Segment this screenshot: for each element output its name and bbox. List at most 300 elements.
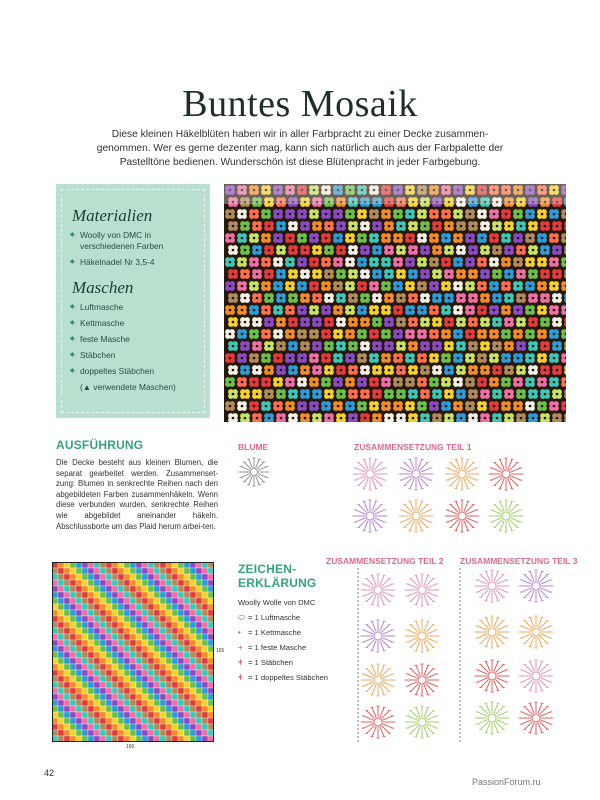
chart-cell bbox=[82, 580, 88, 586]
photo-flower bbox=[537, 257, 547, 267]
photo-flower bbox=[552, 317, 562, 327]
chart-cell bbox=[118, 628, 124, 634]
chart-cell bbox=[112, 646, 118, 652]
chart-cell bbox=[70, 652, 76, 658]
chart-cell bbox=[88, 574, 94, 580]
photo-flower bbox=[465, 257, 475, 267]
photo-flower bbox=[312, 221, 322, 231]
photo-flower bbox=[261, 377, 271, 387]
chart-cell bbox=[94, 610, 100, 616]
photo-flower bbox=[477, 377, 487, 387]
chart-cell bbox=[112, 586, 118, 592]
photo-flower bbox=[477, 281, 487, 291]
photo-flower bbox=[432, 341, 442, 351]
photo-flower bbox=[492, 365, 502, 375]
chart-cell bbox=[82, 622, 88, 628]
chart-cell bbox=[154, 700, 160, 706]
intro-text: Diese kleinen Häkelblüten haben wir in aller Farbpracht zu einer Decke zusammen-genommen. Wer es gerne dezenter mag, kann sich natürlich auch aus der Farbpalette der Pastelltöne bedienen. Wunderschön ist diese Blütenpracht in jeder Farbgebung. bbox=[96, 129, 504, 168]
photo-flower bbox=[309, 305, 319, 315]
photo-flower bbox=[252, 269, 262, 279]
chart-cell bbox=[160, 658, 166, 664]
photo-flower bbox=[237, 233, 247, 243]
chart-cell bbox=[148, 592, 154, 598]
chart-cell bbox=[130, 580, 136, 586]
photo-flower bbox=[417, 281, 427, 291]
photo-flower bbox=[381, 281, 391, 291]
photo-flower bbox=[408, 317, 418, 327]
legend-heading-line1: ZEICHEN- bbox=[238, 562, 297, 576]
chart-cell bbox=[82, 670, 88, 676]
photo-flower bbox=[540, 341, 550, 351]
diagram-flower bbox=[405, 664, 440, 696]
photo-flower bbox=[264, 245, 274, 255]
chart-cell bbox=[142, 712, 148, 718]
photo-flower bbox=[324, 413, 334, 422]
chart-cell bbox=[160, 724, 166, 730]
chart-cell bbox=[142, 646, 148, 652]
chart-cell bbox=[118, 670, 124, 676]
chart-cell bbox=[202, 616, 208, 622]
photo-flower bbox=[225, 305, 235, 315]
photo-flower bbox=[480, 293, 490, 303]
chart-cell bbox=[118, 646, 124, 652]
photo-flower bbox=[276, 317, 286, 327]
photo-flower bbox=[405, 305, 415, 315]
chart-cell bbox=[112, 622, 118, 628]
chart-cell bbox=[130, 724, 136, 730]
chart-cell bbox=[58, 622, 64, 628]
photo-flower bbox=[408, 245, 418, 255]
chart-cell bbox=[112, 658, 118, 664]
chart-cell bbox=[70, 574, 76, 580]
chart-cell bbox=[112, 628, 118, 634]
photo-flower bbox=[276, 413, 286, 422]
photo-flower bbox=[489, 401, 499, 411]
chart-cell bbox=[172, 730, 178, 736]
chart-cell bbox=[58, 568, 64, 574]
chart-cell bbox=[70, 628, 76, 634]
photo-flower bbox=[285, 257, 295, 267]
photo-flower bbox=[513, 401, 523, 411]
chart-cell bbox=[154, 682, 160, 688]
chart-cell bbox=[64, 622, 70, 628]
chart-cell bbox=[58, 718, 64, 724]
photo-flower bbox=[333, 305, 343, 315]
photo-flower bbox=[369, 233, 379, 243]
chart-cell bbox=[166, 574, 172, 580]
chart-cell bbox=[100, 640, 106, 646]
chart-cell bbox=[160, 634, 166, 640]
photo-flower bbox=[405, 209, 415, 219]
chart-cell bbox=[154, 634, 160, 640]
photo-flower bbox=[357, 233, 367, 243]
chart-cell bbox=[160, 676, 166, 682]
chart-cell bbox=[88, 688, 94, 694]
chart-cell bbox=[88, 664, 94, 670]
chart-cell bbox=[178, 718, 184, 724]
chart-cell bbox=[172, 640, 178, 646]
chart-cell bbox=[64, 724, 70, 730]
chart-cell bbox=[184, 658, 190, 664]
chart-cell bbox=[136, 712, 142, 718]
chart-cell bbox=[112, 634, 118, 640]
chart-cell bbox=[100, 634, 106, 640]
chart-cell bbox=[70, 634, 76, 640]
chart-cell bbox=[100, 604, 106, 610]
photo-flower bbox=[540, 245, 550, 255]
chart-cell bbox=[148, 706, 154, 712]
chart-cell bbox=[166, 604, 172, 610]
chart-cell bbox=[136, 664, 142, 670]
photo-flower bbox=[396, 317, 406, 327]
chart-cell bbox=[112, 652, 118, 658]
chart-cell bbox=[94, 634, 100, 640]
chart-cell bbox=[142, 724, 148, 730]
blume-heading: BLUME bbox=[238, 442, 269, 452]
chart-cell bbox=[76, 670, 82, 676]
materials-item: ◆ Woolly von DMC in verschiedenen Farben bbox=[70, 230, 198, 252]
chart-cell bbox=[136, 628, 142, 634]
photo-flower bbox=[504, 365, 514, 375]
chart-cell bbox=[190, 622, 196, 628]
chart-cell bbox=[136, 604, 142, 610]
chart-cell bbox=[166, 664, 172, 670]
chart-cell bbox=[76, 616, 82, 622]
chart-cell bbox=[58, 694, 64, 700]
photo-flower bbox=[516, 245, 526, 255]
photo-flower bbox=[369, 209, 379, 219]
chart-width-label: 160 bbox=[126, 744, 135, 750]
chart-cell bbox=[130, 610, 136, 616]
chart-cell bbox=[166, 622, 172, 628]
photo-flower bbox=[441, 353, 451, 363]
chart-cell bbox=[70, 622, 76, 628]
photo-flower bbox=[525, 233, 535, 243]
photo-flower bbox=[417, 377, 427, 387]
photo-flower bbox=[357, 377, 367, 387]
photo-flower bbox=[432, 245, 442, 255]
diagram-flower bbox=[239, 458, 270, 486]
chart-cell bbox=[82, 628, 88, 634]
page-number: 42 bbox=[44, 768, 55, 778]
chart-cell bbox=[70, 682, 76, 688]
chart-cell bbox=[100, 616, 106, 622]
photo-flower bbox=[396, 221, 406, 231]
photo-flower bbox=[321, 353, 331, 363]
photo-flower bbox=[417, 353, 427, 363]
photo-flower bbox=[309, 209, 319, 219]
chart-cell bbox=[136, 670, 142, 676]
chart-cell bbox=[154, 640, 160, 646]
photo-flower bbox=[312, 413, 322, 422]
photo-flower bbox=[552, 269, 562, 279]
chart-cell bbox=[94, 718, 100, 724]
chart-cell bbox=[118, 682, 124, 688]
diagram-flower bbox=[489, 500, 524, 532]
chart-cell bbox=[118, 712, 124, 718]
chart-cell bbox=[142, 640, 148, 646]
photo-flower bbox=[477, 209, 487, 219]
chart-cell bbox=[70, 676, 76, 682]
chart-cell bbox=[130, 622, 136, 628]
legend-item: + = 1 feste Masche bbox=[238, 640, 328, 655]
chart-cell bbox=[184, 652, 190, 658]
photo-flower bbox=[480, 317, 490, 327]
chart-cell bbox=[70, 706, 76, 712]
photo-flower bbox=[300, 293, 310, 303]
chart-cell bbox=[160, 616, 166, 622]
chart-cell bbox=[160, 706, 166, 712]
diagram-flower bbox=[475, 570, 510, 602]
photo-flower bbox=[552, 389, 562, 399]
chart-cell bbox=[88, 592, 94, 598]
photo-flower bbox=[552, 221, 562, 231]
photo-flower bbox=[513, 377, 523, 387]
photo-flower bbox=[492, 269, 502, 279]
diagram-flower bbox=[361, 620, 396, 652]
photo-flower bbox=[261, 353, 271, 363]
chart-cell bbox=[64, 646, 70, 652]
chart-cell bbox=[202, 634, 208, 640]
chart-cell bbox=[190, 610, 196, 616]
chart-cell bbox=[106, 718, 112, 724]
chart-cell bbox=[88, 670, 94, 676]
chart-cell bbox=[196, 694, 202, 700]
chart-cell bbox=[148, 676, 154, 682]
photo-flower bbox=[429, 257, 439, 267]
photo-flower bbox=[276, 389, 286, 399]
chart-cell bbox=[184, 664, 190, 670]
photo-flower bbox=[420, 317, 430, 327]
photo-flower bbox=[489, 329, 499, 339]
chart-cell bbox=[76, 568, 82, 574]
chart-cell bbox=[172, 694, 178, 700]
chart-cell bbox=[88, 706, 94, 712]
photo-flower bbox=[468, 317, 478, 327]
chart-cell bbox=[154, 580, 160, 586]
photo-flower bbox=[264, 293, 274, 303]
chart-cell bbox=[88, 712, 94, 718]
photo-flower bbox=[273, 329, 283, 339]
photo-flower bbox=[324, 269, 334, 279]
photo-flower bbox=[228, 341, 238, 351]
photo-flower bbox=[537, 353, 547, 363]
chart-cell bbox=[118, 730, 124, 736]
photo-flower bbox=[261, 305, 271, 315]
chart-cell bbox=[148, 628, 154, 634]
chart-cell bbox=[160, 574, 166, 580]
photo-flower bbox=[420, 413, 430, 422]
diagram-flower bbox=[475, 660, 510, 692]
chart-cell bbox=[64, 652, 70, 658]
photo-flower bbox=[525, 305, 535, 315]
chart-cell bbox=[64, 664, 70, 670]
single-crochet-icon: + bbox=[238, 643, 243, 652]
photo-flower bbox=[540, 221, 550, 231]
photo-flower bbox=[372, 341, 382, 351]
chart-cell bbox=[178, 688, 184, 694]
chart-cell bbox=[100, 682, 106, 688]
photo-flower bbox=[513, 353, 523, 363]
chart-cell bbox=[142, 610, 148, 616]
materials-item: ◆ Häkelnadel Nr 3,5-4 bbox=[70, 257, 198, 268]
chart-cell bbox=[184, 610, 190, 616]
photo-flower bbox=[300, 221, 310, 231]
chart-cell bbox=[82, 652, 88, 658]
chart-cell bbox=[160, 610, 166, 616]
chart-cell bbox=[178, 640, 184, 646]
chart-cell bbox=[64, 598, 70, 604]
photo-flower bbox=[348, 389, 358, 399]
photo-flower bbox=[336, 413, 346, 422]
chart-cell bbox=[82, 568, 88, 574]
chart-cell bbox=[184, 694, 190, 700]
chart-cell bbox=[58, 640, 64, 646]
photo-flower bbox=[420, 365, 430, 375]
chart-cell bbox=[112, 568, 118, 574]
chart-cell bbox=[196, 580, 202, 586]
diagram-flower bbox=[519, 702, 554, 734]
chart-cell bbox=[130, 568, 136, 574]
photo-flower bbox=[324, 245, 334, 255]
photo-flower bbox=[444, 365, 454, 375]
chart-cell bbox=[64, 568, 70, 574]
photo-flower bbox=[420, 389, 430, 399]
legend-item: ǂ = 1 Stäbchen bbox=[238, 655, 328, 670]
photo-flower bbox=[432, 317, 442, 327]
chart-cell bbox=[202, 664, 208, 670]
chart-cell bbox=[64, 586, 70, 592]
chart-cell bbox=[124, 568, 130, 574]
chart-cell bbox=[130, 652, 136, 658]
chart-cell bbox=[94, 580, 100, 586]
photo-flower bbox=[285, 305, 295, 315]
chart-cell bbox=[100, 574, 106, 580]
chart-cell bbox=[142, 718, 148, 724]
photo-flower bbox=[333, 401, 343, 411]
photo-flower bbox=[228, 221, 238, 231]
photo-flower bbox=[312, 245, 322, 255]
photo-flower bbox=[333, 209, 343, 219]
chart-cell bbox=[202, 652, 208, 658]
diagram-flower bbox=[519, 660, 554, 692]
ausfuehrung-text: Die Decke besteht aus kleinen Blumen, die separat gearbeitet werden. Zusammenset-zung: Blumen in senkrechte Reihen nach den abgebildeten Farben zusammenhäkeln. Wenn diese verbunden wurden, senkrechte Reihen wie abgebildet aneinander häkeln. Abschlussborte um das Plaid herum arbei-ten. bbox=[56, 458, 218, 531]
photo-flower bbox=[384, 269, 394, 279]
chart-cell bbox=[88, 628, 94, 634]
chart-cell bbox=[142, 628, 148, 634]
chart-cell bbox=[184, 568, 190, 574]
ausfuehrung-heading: AUSFÜHRUNG bbox=[56, 438, 144, 452]
photo-flower bbox=[537, 329, 547, 339]
diagram-flower bbox=[519, 616, 554, 648]
photo-flower bbox=[432, 413, 442, 422]
chart-cell bbox=[154, 676, 160, 682]
photo-flower bbox=[228, 365, 238, 375]
chart-cell bbox=[70, 688, 76, 694]
chart-cell bbox=[118, 694, 124, 700]
photo-flower bbox=[525, 257, 535, 267]
chart-cell bbox=[82, 676, 88, 682]
chart-cell bbox=[136, 706, 142, 712]
photo-flower bbox=[324, 221, 334, 231]
photo-flower bbox=[309, 329, 319, 339]
chart-cell bbox=[124, 646, 130, 652]
chart-cell bbox=[190, 688, 196, 694]
photo-flower bbox=[444, 413, 454, 422]
photo-flower bbox=[501, 329, 511, 339]
photo-flower bbox=[504, 221, 514, 231]
chart-cell bbox=[76, 676, 82, 682]
chart-cell bbox=[112, 598, 118, 604]
photo-flower bbox=[309, 353, 319, 363]
chart-cell bbox=[88, 604, 94, 610]
chart-cell bbox=[106, 646, 112, 652]
chart-cell bbox=[64, 718, 70, 724]
photo-flower bbox=[429, 329, 439, 339]
photo-flower bbox=[504, 245, 514, 255]
photo-flower bbox=[249, 353, 259, 363]
photo-flower bbox=[261, 281, 271, 291]
diagram-flower bbox=[353, 500, 388, 532]
chart-cell bbox=[88, 682, 94, 688]
photo-flower bbox=[348, 293, 358, 303]
photo-flower bbox=[237, 305, 247, 315]
chart-cell bbox=[172, 682, 178, 688]
chart-cell bbox=[196, 640, 202, 646]
chart-cell bbox=[136, 622, 142, 628]
chart-cell bbox=[82, 658, 88, 664]
chart-cell bbox=[118, 640, 124, 646]
photo-flower bbox=[429, 353, 439, 363]
photo-flower bbox=[360, 413, 370, 422]
photo-flower bbox=[249, 305, 259, 315]
chart-cell bbox=[82, 634, 88, 640]
photo-flower bbox=[513, 305, 523, 315]
chart-cell bbox=[184, 718, 190, 724]
chart-cell bbox=[196, 658, 202, 664]
photo-flower bbox=[360, 269, 370, 279]
chart-cell bbox=[202, 682, 208, 688]
photo-flower bbox=[537, 305, 547, 315]
photo-flower bbox=[357, 305, 367, 315]
photo-flower bbox=[324, 365, 334, 375]
chart-cell bbox=[136, 646, 142, 652]
photo-flower bbox=[345, 281, 355, 291]
chart-cell bbox=[70, 604, 76, 610]
photo-flower bbox=[264, 413, 274, 422]
photo-flower bbox=[384, 413, 394, 422]
chart-cell bbox=[124, 652, 130, 658]
photo-flower bbox=[444, 317, 454, 327]
chart-cell bbox=[100, 622, 106, 628]
chart-cell bbox=[166, 670, 172, 676]
photo-flower bbox=[540, 317, 550, 327]
photo-flower bbox=[444, 341, 454, 351]
chart-cell bbox=[64, 694, 70, 700]
photo-flower bbox=[432, 389, 442, 399]
teil3-heading: ZUSAMMENSETZUNG TEIL 3 bbox=[460, 556, 578, 566]
photo-flower bbox=[345, 353, 355, 363]
chart-cell bbox=[142, 700, 148, 706]
photo-flower bbox=[420, 293, 430, 303]
chart-cell bbox=[178, 646, 184, 652]
chart-cell bbox=[106, 634, 112, 640]
chart-cell bbox=[154, 622, 160, 628]
photo-flower bbox=[420, 269, 430, 279]
photo-flower bbox=[393, 257, 403, 267]
chart-cell bbox=[106, 658, 112, 664]
chart-cell bbox=[58, 580, 64, 586]
